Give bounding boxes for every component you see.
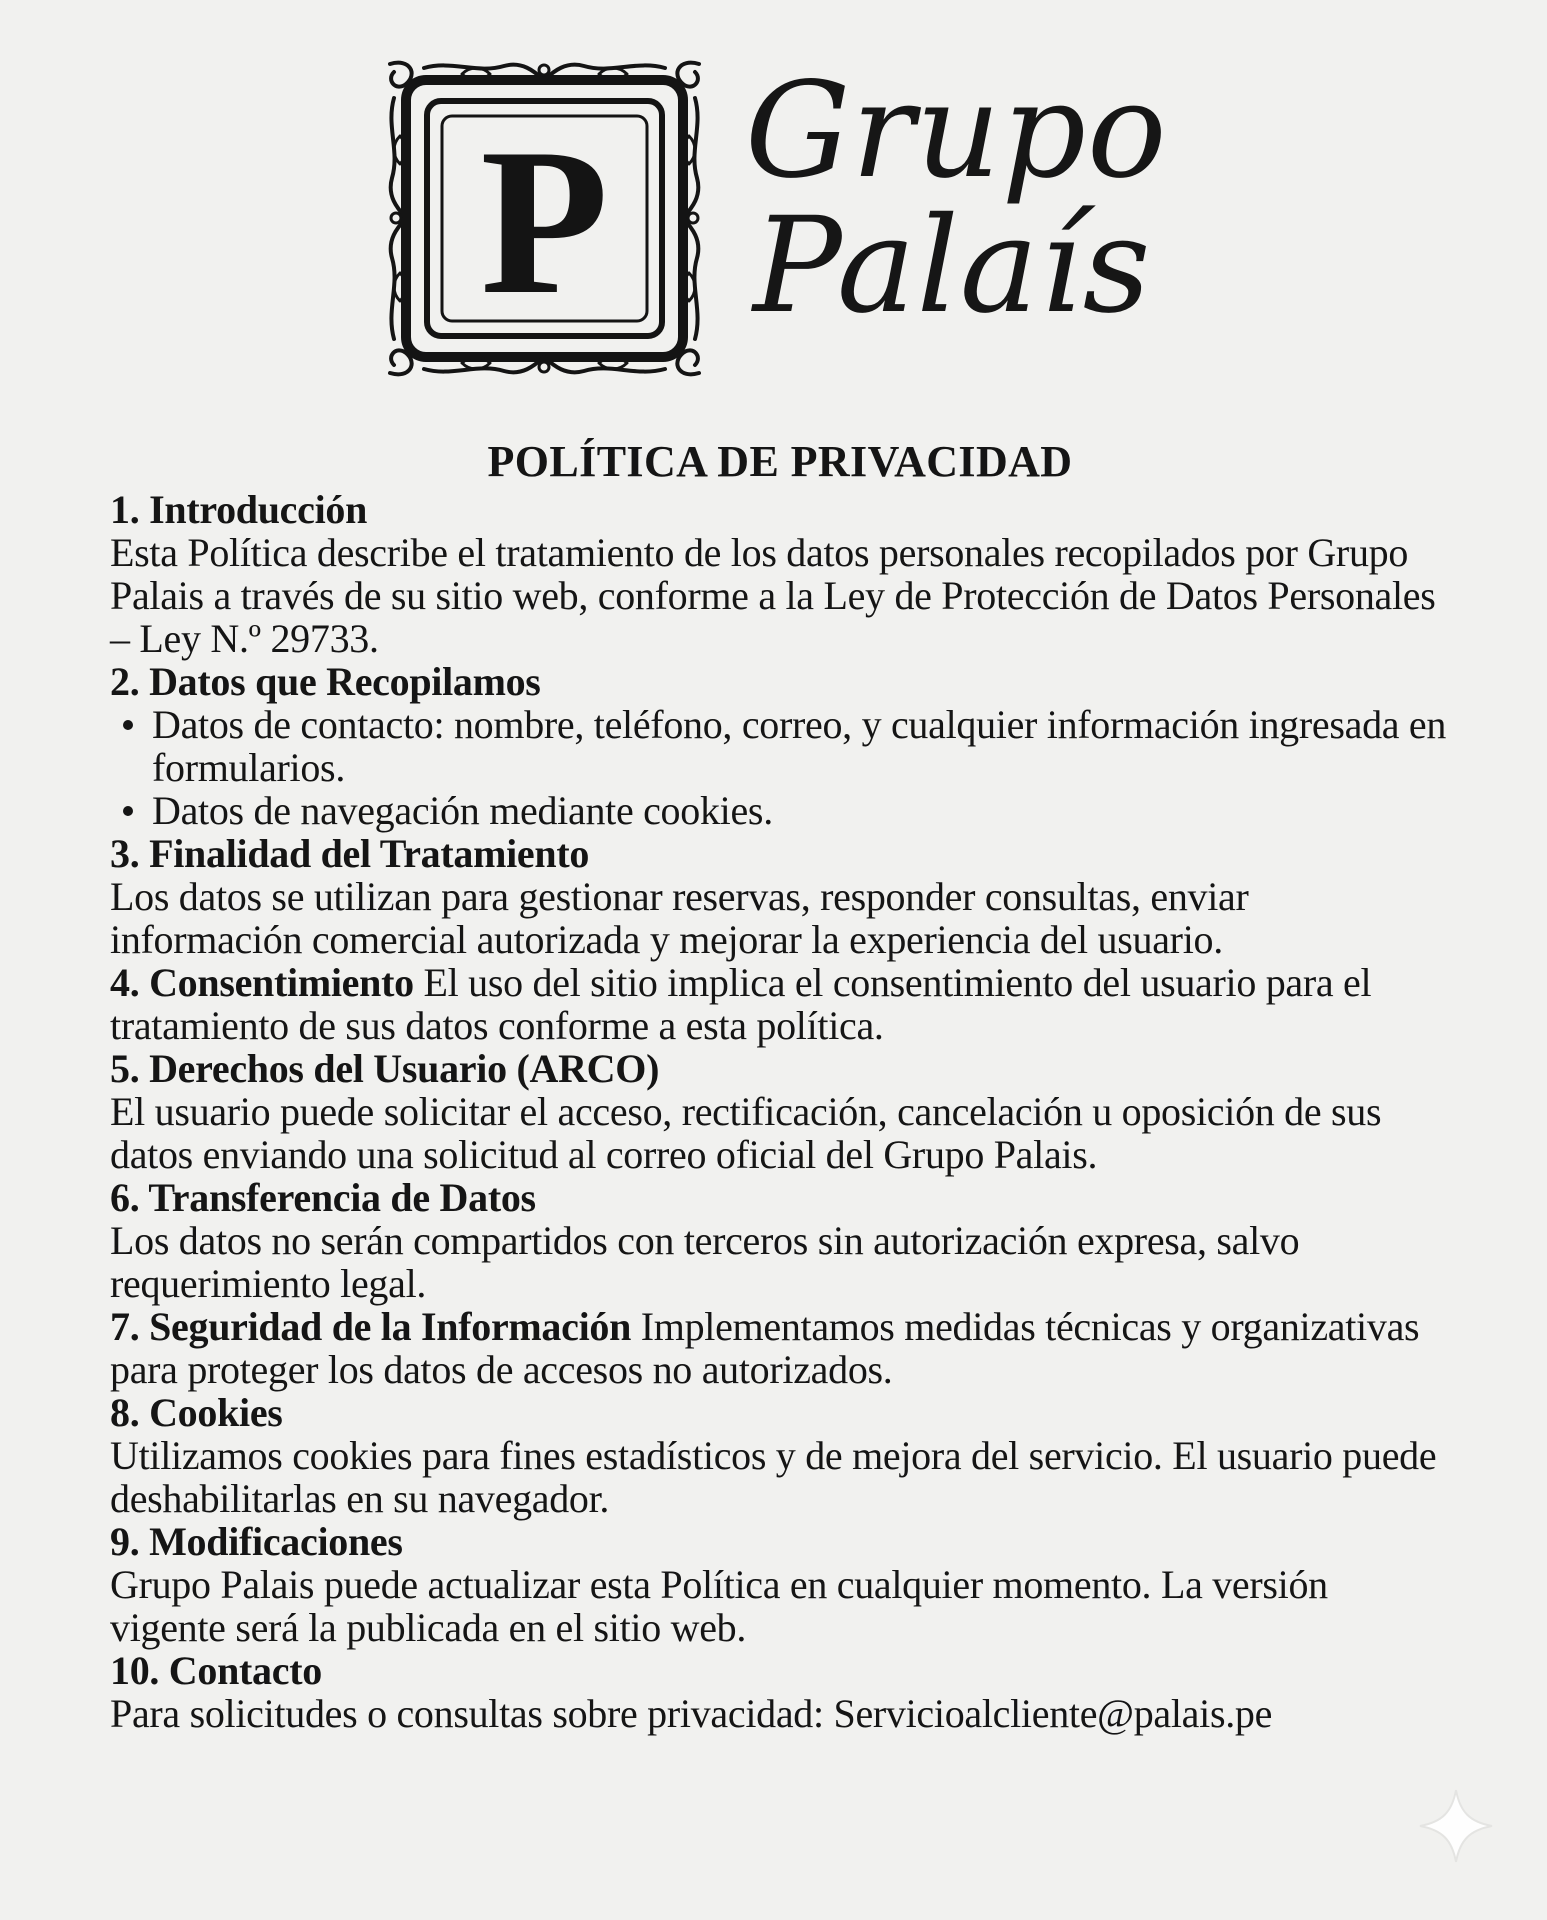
brand-name-line-1: Grupo — [745, 54, 1168, 208]
section-heading: 10. Contacto — [110, 1648, 322, 1693]
section-introduccion — [110, 488, 1450, 660]
section-cookies — [110, 1391, 1450, 1520]
list-item-text: Datos de navegación mediante cookies. — [152, 788, 773, 833]
sparkle-icon — [1416, 1786, 1496, 1866]
section-heading: 4. Consentimiento — [110, 960, 414, 1005]
section-heading: 2. Datos que Recopilamos — [110, 659, 541, 704]
grupo-palais-logo — [382, 56, 1172, 381]
section-heading: 9. Modificaciones — [110, 1519, 403, 1564]
bullet-icon — [123, 806, 133, 816]
section-heading: 5. Derechos del Usuario (ARCO) — [110, 1046, 660, 1091]
list-item — [110, 703, 1450, 789]
section-body: Esta Política describe el tratamiento de los datos personales recopilados por Grupo Palais a través de su sitio web, conforme a la Ley de Protección de Datos Personales – Ley N.º 29733. — [110, 530, 1436, 661]
section-body: El usuario puede solicitar el acceso, rectificación, cancelación u oposición de sus datos enviando una solicitud al correo oficial del Grupo Palais. — [110, 1089, 1382, 1177]
section-body: Implementamos medidas técnicas y organizativas para proteger los datos de accesos no autorizados. — [110, 1304, 1420, 1392]
section-heading: 1. Introducción — [110, 487, 368, 532]
section-finalidad-del-tratamiento — [110, 832, 1450, 961]
section-heading: 6. Transferencia de Datos — [110, 1175, 536, 1220]
section-heading: 7. Seguridad de la Información — [110, 1304, 632, 1349]
section-paragraph — [110, 961, 1450, 1047]
section-body: Grupo Palais puede actualizar esta Política en cualquier momento. La versión vigente será la publicada en el sitio web. — [110, 1562, 1328, 1650]
section-seguridad-de-la-informacion — [110, 1305, 1450, 1391]
page-title: POLÍTICA DE PRIVACIDAD — [487, 437, 1073, 486]
section-body: El uso del sitio implica el consentimiento del usuario para el tratamiento de sus datos conforme a esta política. — [110, 960, 1372, 1048]
section-heading: 3. Finalidad del Tratamiento — [110, 831, 590, 876]
section-datos-que-recopilamos — [110, 660, 1450, 832]
policy-content — [110, 436, 1450, 1735]
list-item — [110, 789, 1450, 832]
section-transferencia-de-datos — [110, 1176, 1450, 1305]
section-contacto — [110, 1649, 1450, 1735]
logo-emblem-letter: P — [480, 105, 609, 338]
section-body: Utilizamos cookies para fines estadísticos y de mejora del servicio. El usuario puede deshabilitarlas en su navegador. — [110, 1433, 1437, 1521]
section-modificaciones — [110, 1520, 1450, 1649]
section-heading: 8. Cookies — [110, 1390, 283, 1435]
section-derechos-del-usuario — [110, 1047, 1450, 1176]
section-paragraph — [110, 1305, 1450, 1391]
section-body: Los datos no serán compartidos con terceros sin autorización expresa, salvo requerimiento legal. — [110, 1218, 1300, 1306]
bullet-list — [110, 703, 1450, 832]
brand-name-line-2: Palaís — [753, 188, 1152, 343]
list-item-text: Datos de contacto: nombre, teléfono, correo, y cualquier información ingresada en formularios. — [152, 702, 1447, 790]
section-body: Los datos se utilizan para gestionar reservas, responder consultas, enviar información comercial autorizada y mejorar la experiencia del usuario. — [110, 874, 1249, 962]
section-body: Para solicitudes o consultas sobre privacidad: Servicioalcliente@palais.pe — [110, 1691, 1273, 1736]
bullet-icon — [123, 720, 133, 730]
section-consentimiento — [110, 961, 1450, 1047]
brand-name — [745, 54, 1185, 343]
